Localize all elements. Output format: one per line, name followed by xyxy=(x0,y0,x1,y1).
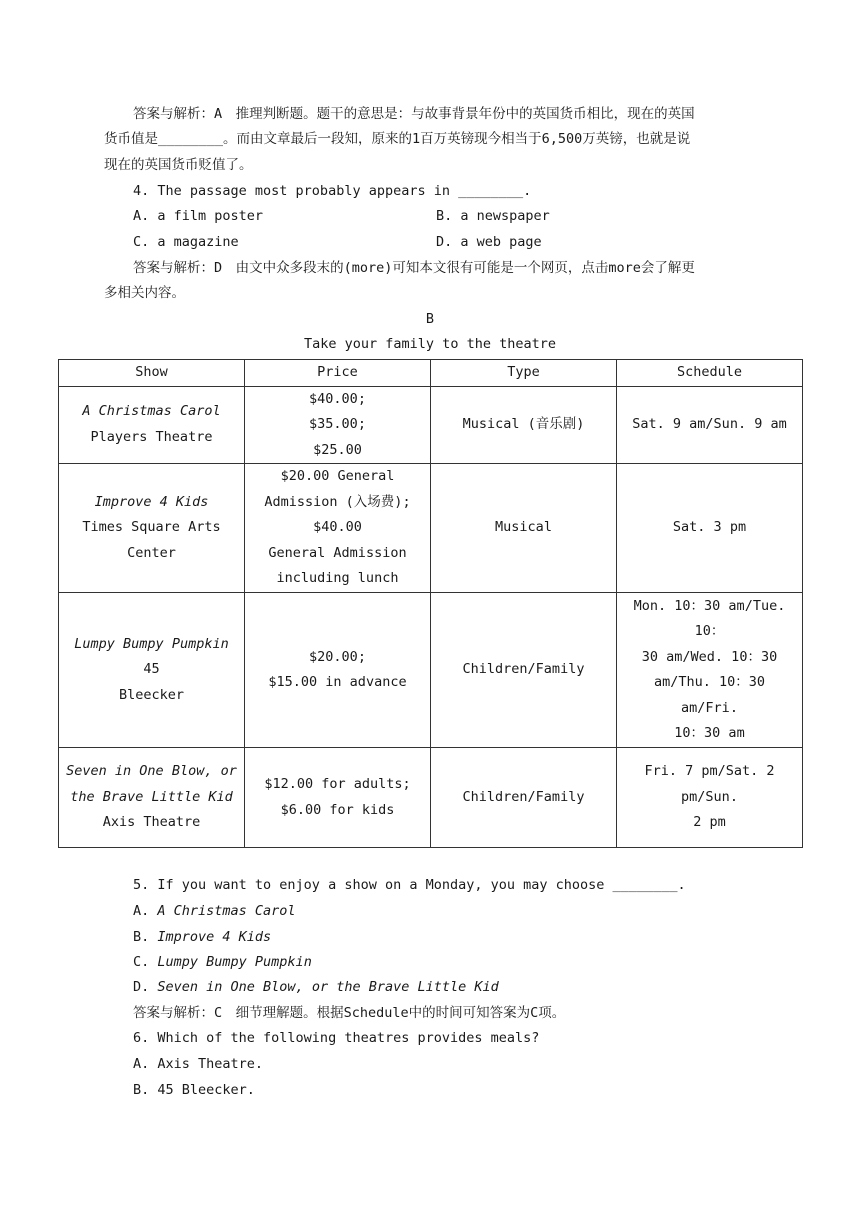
schedule-line: 10：30 am xyxy=(674,725,745,741)
type-cell: Musical xyxy=(431,464,617,593)
schedule-line: am/Thu. 10：30 am/Fri. xyxy=(653,674,766,716)
schedule-cell: Sat. 3 pm xyxy=(617,464,803,593)
header-schedule: Schedule xyxy=(617,360,803,387)
show-cell xyxy=(59,386,245,464)
show-title: A Christmas Carol xyxy=(82,403,221,420)
q4-option-a: A. a film poster xyxy=(133,208,264,224)
option-letter: C. xyxy=(133,954,158,970)
schedule-line: 2 pm xyxy=(693,814,726,831)
schedule-cell xyxy=(617,593,803,748)
q6-option-b: B. 45 Bleecker. xyxy=(133,1082,255,1098)
option-text: A Christmas Carol xyxy=(157,903,296,919)
option-letter: D. xyxy=(133,979,158,995)
type-cell: Children/Family xyxy=(431,748,617,848)
price-cell xyxy=(245,386,431,464)
price-line: $40.00 xyxy=(313,519,362,536)
show-venue: 45 xyxy=(143,661,160,678)
price-line: including lunch xyxy=(276,570,399,587)
price-line: $25.00 xyxy=(313,441,362,458)
show-venue: Times Square Arts xyxy=(82,519,221,536)
price-line: $6.00 for kids xyxy=(280,801,395,818)
show-venue: Players Theatre xyxy=(90,428,213,445)
price-cell xyxy=(245,464,431,593)
show-cell xyxy=(59,593,245,748)
price-line: $20.00; xyxy=(309,648,366,665)
table-header-row xyxy=(59,360,803,387)
q6-option-a: A. Axis Theatre. xyxy=(133,1056,264,1072)
option-text: Seven in One Blow, or the Brave Little Kid xyxy=(157,979,499,995)
q6-question: 6. Which of the following theatres provides meals? xyxy=(133,1030,540,1046)
section-letter: B xyxy=(425,311,435,327)
table-row xyxy=(59,748,803,848)
q4-option-d: D. a web page xyxy=(436,234,542,250)
q5-option-c xyxy=(133,952,312,972)
q5-option-a xyxy=(133,901,296,921)
table-row xyxy=(59,593,803,748)
schedule-cell: Sat. 9 am/Sun. 9 am xyxy=(617,386,803,464)
option-text: Improve 4 Kids xyxy=(157,929,272,945)
section-title: Take your family to the theatre xyxy=(304,336,556,352)
price-cell xyxy=(245,593,431,748)
q3-answer-line-1: 答案与解析：A 推理判断题。题干的意思是：与故事背景年份中的英国货币相比，现在的英国 xyxy=(133,106,695,122)
show-venue: Axis Theatre xyxy=(102,814,201,831)
price-line: General Admission xyxy=(268,544,407,561)
q5-option-b xyxy=(133,927,271,947)
price-line: $20.00 General xyxy=(280,468,395,485)
show-cell xyxy=(59,464,245,593)
schedule-line: Mon. 10：30 am/Tue. 10： xyxy=(633,597,786,639)
type-cell: Musical (音乐剧) xyxy=(431,386,617,464)
q4-answer-line-2: 多相关内容。 xyxy=(104,285,185,301)
table-row xyxy=(59,464,803,593)
option-letter: B. xyxy=(133,929,158,945)
header-type: Type xyxy=(431,360,617,387)
price-line: Admission (入场费); xyxy=(264,493,411,510)
schedule-cell xyxy=(617,748,803,848)
show-title: Improve 4 Kids xyxy=(94,493,209,510)
q4-answer-line-1: 答案与解析：D 由文中众多段末的(more)可知本文很有可能是一个网页，点击more会了解更 xyxy=(133,260,695,276)
schedule-line: Fri. 7 pm/Sat. 2 pm/Sun. xyxy=(644,763,775,805)
schedule-line: 30 am/Wed. 10：30 xyxy=(641,648,778,665)
theatre-schedule-table xyxy=(58,359,803,848)
price-line: $15.00 in advance xyxy=(268,674,407,690)
q5-question: 5. If you want to enjoy a show on a Monday, you may choose ________. xyxy=(133,877,686,893)
option-letter: A. xyxy=(133,903,158,919)
option-text: Lumpy Bumpy Pumpkin xyxy=(157,954,312,970)
q4-option-c: C. a magazine xyxy=(133,234,239,250)
show-title: the Brave Little Kid xyxy=(70,788,233,805)
show-cell xyxy=(59,748,245,848)
table-row xyxy=(59,386,803,464)
q5-answer: 答案与解析：C 细节理解题。根据Schedule中的时间可知答案为C项。 xyxy=(133,1005,566,1021)
price-line: $40.00; xyxy=(309,390,366,407)
header-price: Price xyxy=(245,360,431,387)
q3-answer-line-2: 货币值是________。而由文章最后一段知，原来的1百万英镑现今相当于6,500万英镑，也就是说 xyxy=(104,131,691,147)
q4-option-b: B. a newspaper xyxy=(436,208,550,224)
price-cell xyxy=(245,748,431,848)
header-show: Show xyxy=(59,360,245,387)
price-line: $12.00 for adults; xyxy=(264,776,411,792)
show-title: Lumpy Bumpy Pumpkin xyxy=(74,635,229,652)
q3-answer-line-3: 现在的英国货币贬值了。 xyxy=(104,157,253,173)
show-venue: Bleecker xyxy=(118,686,185,703)
show-title: Seven in One Blow, or xyxy=(66,763,237,780)
type-cell: Children/Family xyxy=(431,593,617,748)
show-venue: Center xyxy=(127,544,176,561)
q5-option-d xyxy=(133,977,499,997)
q4-question: 4. The passage most probably appears in ________. xyxy=(133,183,532,199)
price-line: $35.00; xyxy=(309,416,366,432)
